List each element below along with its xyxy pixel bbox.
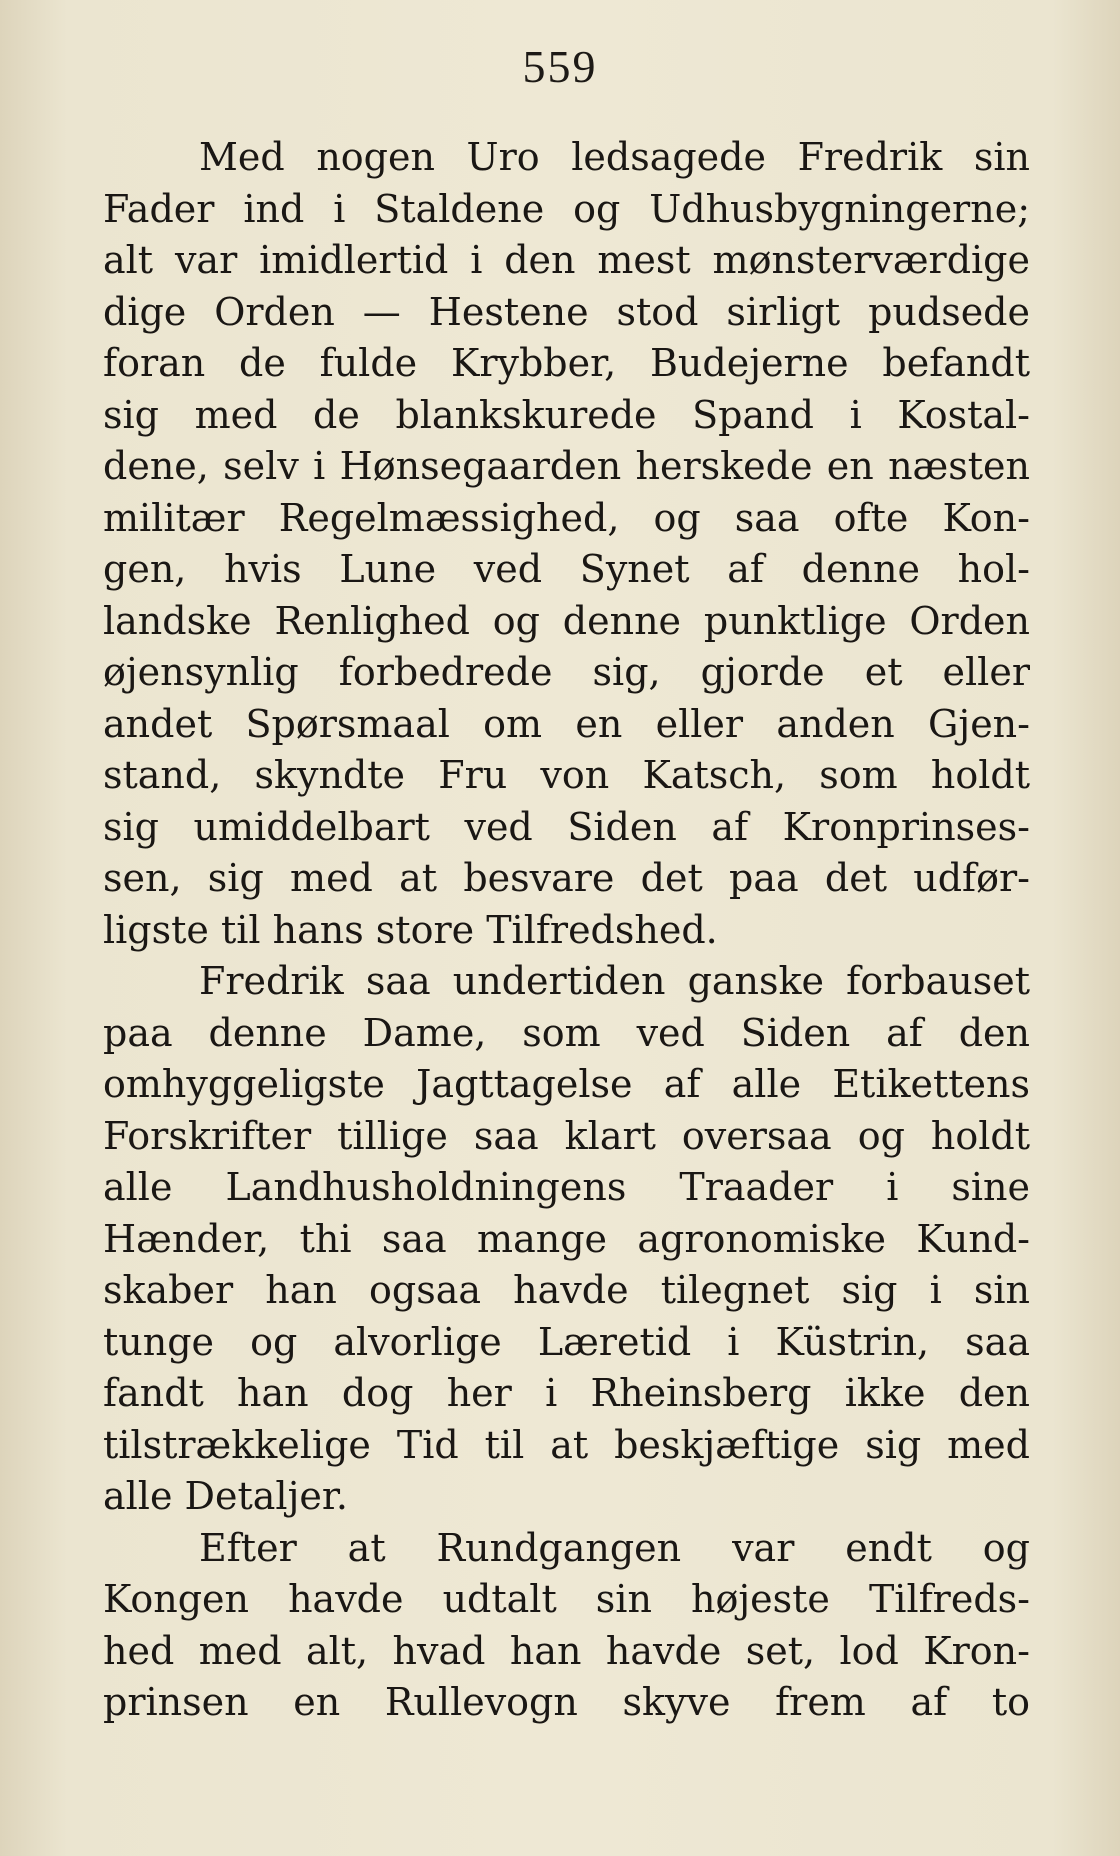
text-line: dene, selv i Hønsegaarden herskede en næsten [103,444,1030,488]
text-line: tilstrækkelige Tid til at beskjæftige sig med [103,1422,1030,1467]
text-line: sig umiddelbart ved Siden af Kronprinses- [103,804,1030,849]
paragraph [103,1523,1030,1729]
text-line: andet Spørsmaal om en eller anden Gjen- [103,701,1030,746]
text-line: militær Regelmæssighed, og saa ofte Kon- [103,495,1030,540]
text-line: omhyggeligste Jagttagelse af alle Etikettens [103,1062,1030,1106]
text-line: Efter at Rundgangen var endt og [199,1525,1030,1570]
text-line: Kongen havde udtalt sin højeste Tilfreds- [103,1577,1030,1621]
body-text [103,132,1030,1729]
page-number: 559 [522,41,598,92]
text-line-content: alt var imidlertid i den mest mønsterværdige [103,238,1030,282]
text-line [103,235,1030,287]
text-line: fandt han dog her i Rheinsberg ikke den [103,1371,1030,1415]
text-line: paa denne Dame, som ved Siden af den [103,1010,1030,1055]
text-line: stand, skyndte Fru von Katsch, som holdt [103,753,1030,797]
text-line: ligste til hans store Tilfredshed. [103,907,718,952]
text-line: sen, sig med at besvare det paa det udfør- [103,856,1030,900]
text-line: hed med alt, hvad han havde set, lod Kron- [103,1628,1030,1673]
text-line: Med nogen Uro ledsagede Fredrik sin [199,135,1030,179]
text-line: prinsen en Rullevogn skyve frem af to [103,1680,1030,1724]
text-line: alle Landhusholdningens Traader i sine [103,1165,1030,1209]
text-line: foran de fulde Krybber, Budejerne befandt [103,341,1030,385]
text-line: tunge og alvorlige Læretid i Küstrin, saa [103,1319,1030,1364]
text-line: skaber han ogsaa havde tilegnet sig i sin [103,1268,1030,1312]
text-line: sig med de blankskurede Spand i Kostal- [103,392,1030,437]
text-line: gen, hvis Lune ved Synet af denne hol- [103,547,1030,591]
paragraph [103,132,1030,956]
text-line: alle Detaljer. [103,1474,348,1518]
paragraph [103,956,1030,1523]
text-line: landske Renlighed og denne punktlige Orden [103,598,1030,643]
text-line: dige Orden — Hestene stod sirligt pudsede [103,289,1030,334]
text-line: Forskrifter tillige saa klart oversaa og holdt [103,1113,1030,1158]
text-line: Fader ind i Staldene og Udhusbygningerne; [103,186,1030,231]
text-line: øjensynlig forbedrede sig, gjorde et eller [103,650,1030,694]
text-line: Hænder, thi saa mange agronomiske Kund- [103,1216,1030,1261]
text-line: Fredrik saa undertiden ganske forbauset [199,959,1030,1003]
